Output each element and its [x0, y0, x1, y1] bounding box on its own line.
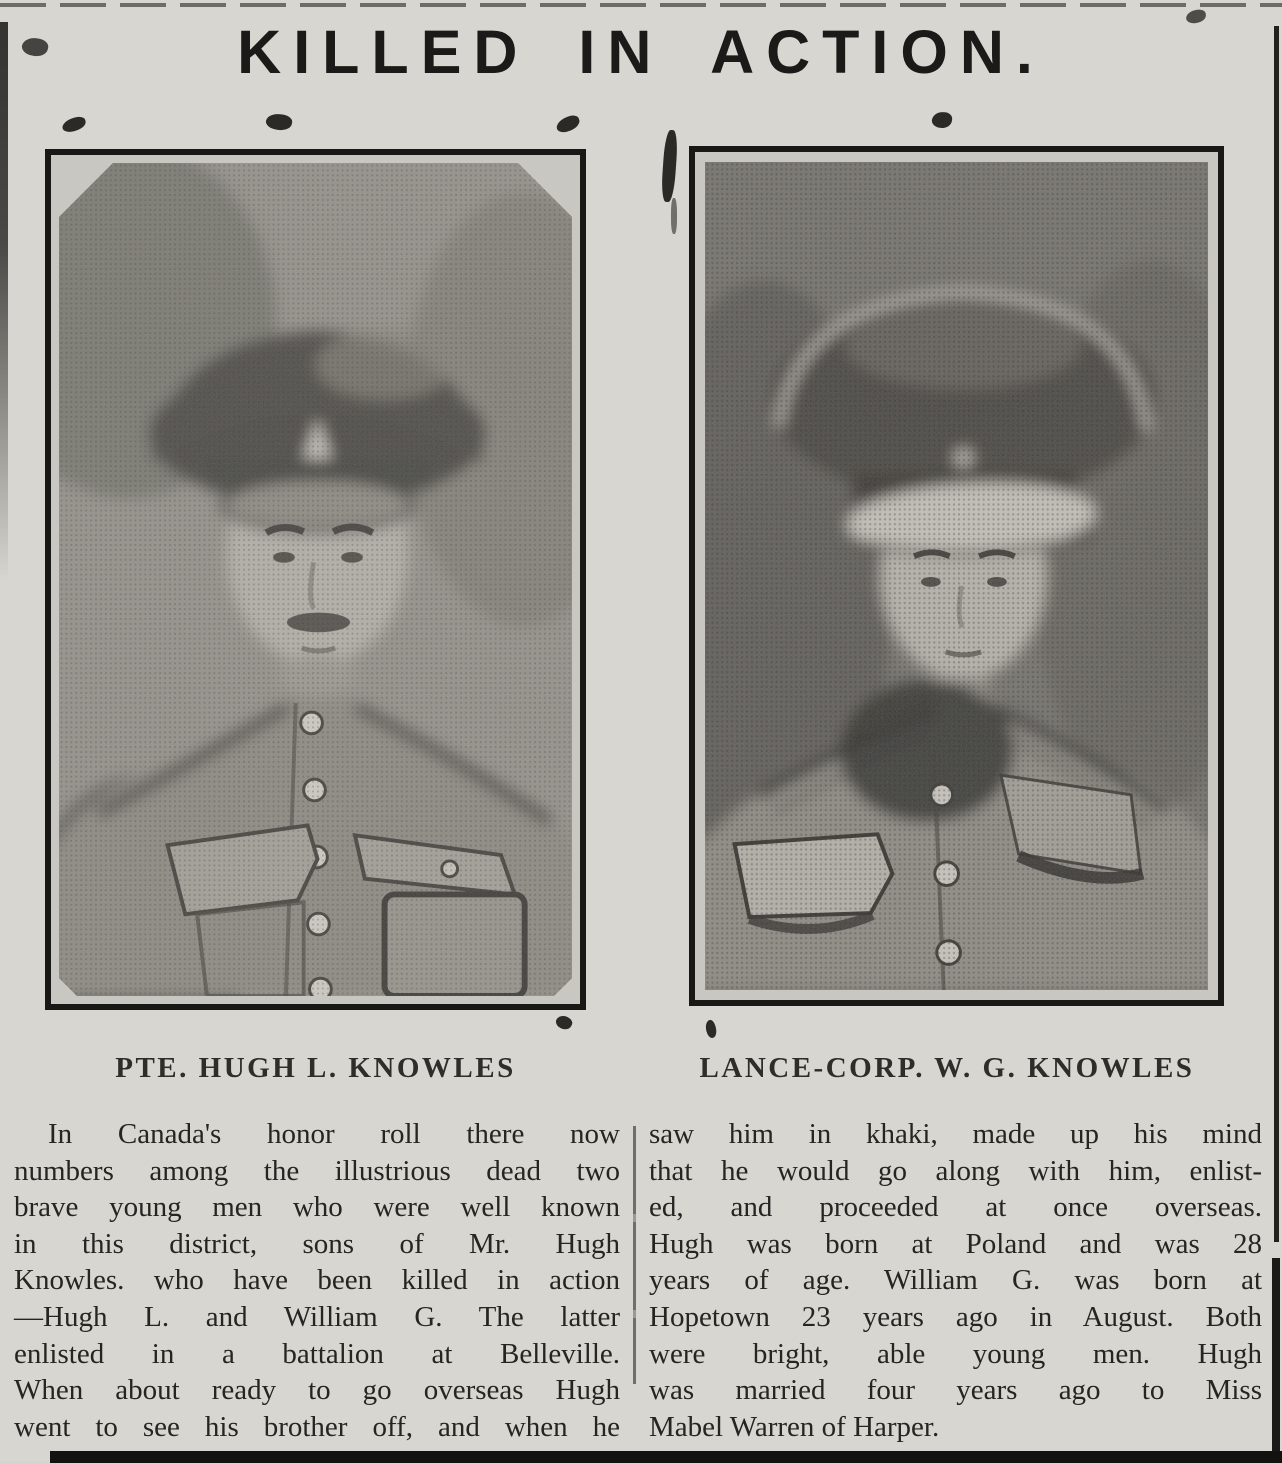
column-divider-rule — [633, 1126, 636, 1384]
right-column-rule-upper — [1274, 26, 1279, 1242]
article-line: When about ready to go overseas Hugh — [14, 1374, 620, 1407]
article-line: saw him in khaki, made up his mind — [649, 1118, 1262, 1150]
article-line: that he would go along with him, enlist- — [649, 1154, 1262, 1187]
article-line: in this district, sons of Mr. Hugh — [14, 1227, 620, 1260]
printers-mark — [554, 113, 581, 134]
portrait-photo-wg — [705, 162, 1208, 990]
article-line: Knowles. who have been killed in action — [14, 1264, 620, 1297]
article-line: was married four years ago to Miss — [649, 1374, 1262, 1407]
article-line: Hopetown 23 years ago in August. Both — [649, 1300, 1262, 1333]
article-line: years of age. William G. was born at — [649, 1264, 1262, 1297]
article-column-right — [649, 1116, 1262, 1445]
article-column-left — [14, 1116, 620, 1445]
photo-frame-hugh — [45, 149, 586, 1010]
printers-mark — [931, 111, 953, 129]
article-line: Mabel Warren of Harper. — [649, 1410, 940, 1443]
article-line: brave young men who were well known — [14, 1191, 620, 1224]
ink-stroke — [661, 130, 679, 203]
caption-hugh: PTE. HUGH L. KNOWLES — [115, 1052, 516, 1084]
portrait-hugh-illustration — [59, 163, 572, 996]
left-edge-ink-bar — [0, 22, 8, 582]
right-column-rule-lower — [1272, 1258, 1280, 1463]
printers-mark — [265, 112, 293, 132]
printers-mark — [61, 115, 88, 134]
bottom-separator-bar — [50, 1451, 1282, 1463]
portrait-photo-hugh — [59, 163, 572, 996]
article-line: went to see his brother off, and when he — [14, 1410, 620, 1443]
article-line: In Canada's honor roll there now — [48, 1118, 620, 1150]
portrait-wg-illustration — [705, 162, 1208, 990]
article-line: Hugh was born at Poland and was 28 — [649, 1227, 1262, 1260]
article-line: were bright, able young men. Hugh — [649, 1337, 1262, 1370]
caption-wg: LANCE-CORP. W. G. KNOWLES — [699, 1052, 1195, 1084]
article-line: —Hugh L. and William G. The latter — [14, 1300, 620, 1333]
comma-mark — [704, 1019, 718, 1039]
article-line: enlisted in a battalion at Belleville. — [14, 1337, 620, 1370]
comma-mark — [554, 1013, 574, 1032]
photo-frame-wg — [689, 146, 1224, 1006]
headline: KILLED IN ACTION. — [237, 18, 1045, 86]
article-line: numbers among the illustrious dead two — [14, 1154, 620, 1187]
article-line: ed, and proceeded at once overseas. — [649, 1191, 1262, 1224]
ink-stroke-tail — [671, 198, 677, 234]
top-dashed-rule — [0, 3, 1282, 7]
